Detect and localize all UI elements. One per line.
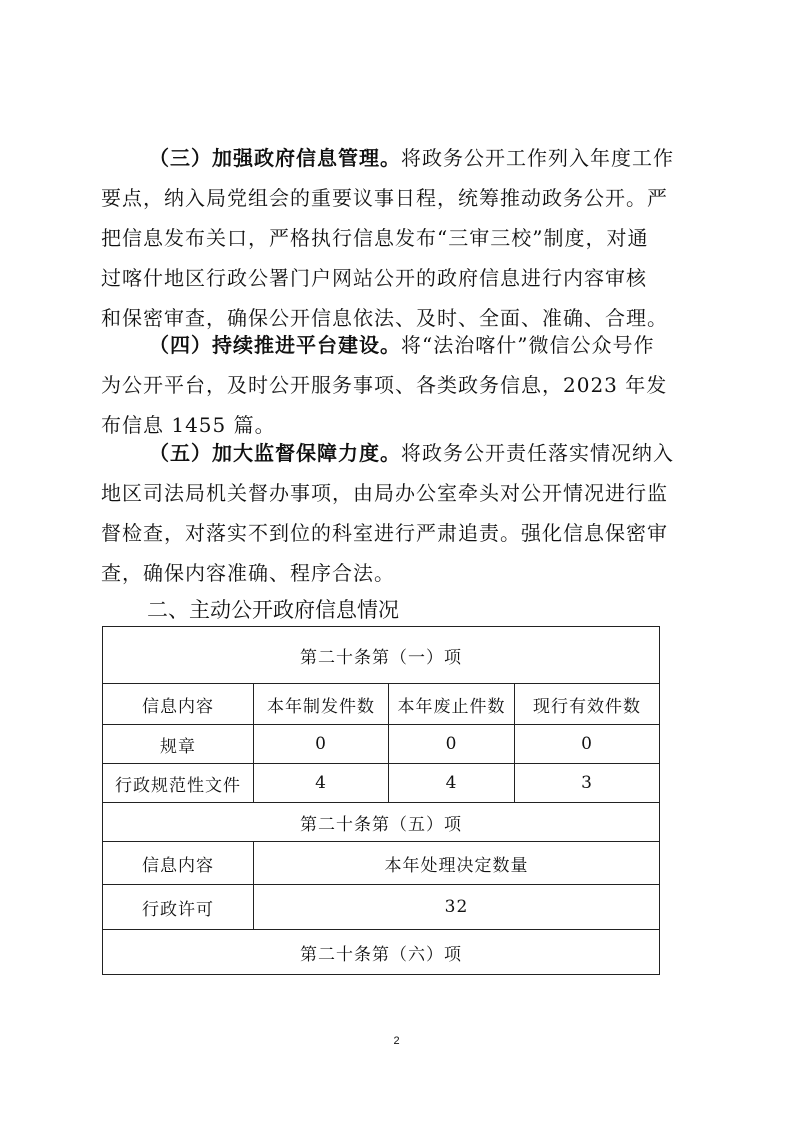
table-cell: 32 — [254, 885, 660, 930]
table-header-cell: 本年处理决定数量 — [254, 842, 660, 885]
paragraph-supervision — [101, 433, 691, 593]
disclosure-table — [102, 626, 660, 975]
table-cell: 3 — [515, 764, 660, 803]
paragraph-line: 查，确保内容准确、程序合法。 — [101, 561, 395, 585]
table-cell: 4 — [389, 764, 515, 803]
paragraph-line — [101, 433, 691, 473]
paragraph-line — [101, 138, 691, 178]
paragraph-lead: （四）持续推进平台建设。 — [149, 333, 401, 357]
table-cell: 0 — [254, 725, 389, 764]
table-header-cell: 本年制发件数 — [254, 684, 389, 725]
paragraph-line: 督检查，对落实不到位的科室进行严肃追责。强化信息保密审 — [101, 521, 668, 545]
paragraph-line: 要点，纳入局党组会的重要议事日程，统筹推动政务公开。严 — [101, 186, 668, 210]
table-cell: 4 — [254, 764, 389, 803]
paragraph-line: 过喀什地区行政公署门户网站公开的政府信息进行内容审核 — [101, 266, 647, 290]
table-cell: 0 — [389, 725, 515, 764]
table-row — [103, 764, 660, 803]
table-cell: 0 — [515, 725, 660, 764]
paragraph-text: 将“法治喀什”微信公众号作 — [401, 333, 655, 357]
table-row — [103, 885, 660, 930]
paragraph-platform-building — [101, 325, 691, 445]
table-cell: 行政规范性文件 — [103, 764, 254, 803]
table-section-title: 第二十条第（五）项 — [103, 803, 660, 842]
table-cell: 行政许可 — [103, 885, 254, 930]
table-row — [103, 725, 660, 764]
paragraph-line: 把信息发布关口，严格执行信息发布“三审三校”制度，对通 — [101, 226, 649, 250]
paragraph-lead: （五）加大监督保障力度。 — [149, 441, 401, 465]
paragraph-line — [101, 325, 691, 365]
table-section-title: 第二十条第（六）项 — [103, 930, 660, 975]
paragraph-line: 地区司法局机关督办事项，由局办公室牵头对公开情况进行监 — [101, 481, 668, 505]
paragraph-text: 将政务公开工作列入年度工作 — [401, 146, 674, 170]
page-number: 2 — [393, 1035, 400, 1047]
table-header-cell: 本年废止件数 — [389, 684, 515, 725]
table-header-cell: 现行有效件数 — [515, 684, 660, 725]
section-heading: 二、主动公开政府信息情况 — [147, 598, 399, 622]
paragraph-line: 布信息 1455 篇。 — [101, 413, 276, 437]
paragraph-line: 和保密审查，确保公开信息依法、及时、全面、准确、合理。 — [101, 306, 668, 330]
table-cell: 规章 — [103, 725, 254, 764]
table-header-cell: 信息内容 — [103, 684, 254, 725]
paragraph-text: 将政务公开责任落实情况纳入 — [401, 441, 674, 465]
paragraph-info-management — [101, 138, 691, 338]
paragraph-lead: （三）加强政府信息管理。 — [149, 146, 401, 170]
paragraph-line: 为公开平台，及时公开服务事项、各类政务信息，2023 年发 — [101, 373, 668, 397]
table-header-cell: 信息内容 — [103, 842, 254, 885]
table-section-title: 第二十条第（一）项 — [103, 627, 660, 684]
